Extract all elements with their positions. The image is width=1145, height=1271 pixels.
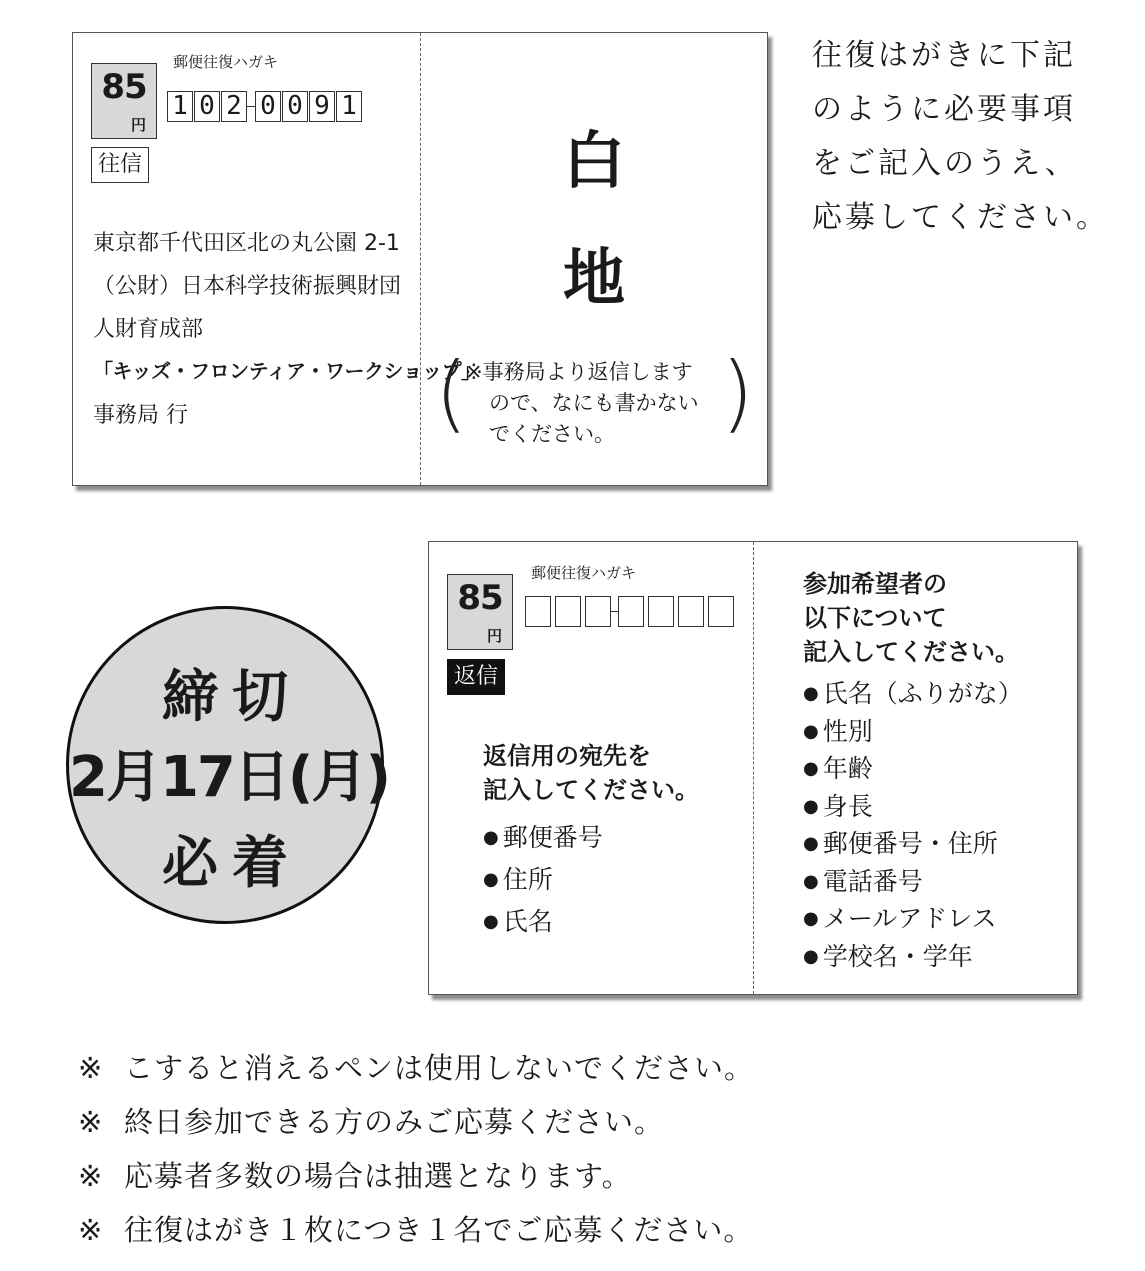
list-item: ● 年齢	[803, 749, 1023, 787]
note-mark: ※	[78, 1213, 104, 1247]
stamp-unit: 円	[486, 627, 502, 645]
heading-line: 以下について	[803, 604, 947, 632]
zip-digit: 9	[309, 91, 335, 122]
instruction-line: をご記入のうえ、	[812, 146, 1078, 181]
deadline-title: 締切	[162, 665, 302, 730]
instruction-line: 応募してください。	[812, 200, 1109, 235]
zip-box	[648, 596, 674, 627]
zip-box	[618, 596, 644, 627]
note-line: ので、なにも書かない	[489, 391, 699, 415]
zip-box	[708, 596, 734, 627]
note-line	[78, 1046, 754, 1100]
address-line: 「キッズ・フロンティア・ワークショップ」	[93, 359, 481, 383]
blank-area	[421, 33, 767, 485]
heading-line: 記入してください。	[483, 776, 699, 804]
open-paren: (	[435, 344, 468, 442]
reply-address-items	[483, 818, 603, 944]
instruction-line: 往復はがきに下記	[812, 38, 1076, 73]
deadline-badge	[66, 606, 390, 924]
postcard-fold-line	[753, 542, 754, 994]
stamp-unit: 円	[130, 116, 146, 134]
heading-line: 参加希望者の	[803, 570, 947, 598]
applicant-info-heading	[803, 564, 1019, 666]
list-item: ● 氏名（ふりがな）	[803, 674, 1023, 712]
note-mark: ※	[78, 1051, 104, 1085]
list-item: ● 学校名・学年	[803, 937, 1023, 975]
note-mark: ※	[78, 1159, 104, 1193]
stamp-value: 85	[101, 67, 147, 107]
stamp-value: 85	[457, 578, 503, 618]
postcard-type-label: 郵便往復ハガキ	[173, 53, 279, 71]
blank-char-1: 白	[562, 124, 625, 197]
list-item: ● 郵便番号・住所	[803, 824, 1023, 862]
instruction-line: のように必要事項	[812, 92, 1076, 127]
address-line: 人財育成部	[93, 317, 204, 342]
note-line	[78, 1154, 754, 1208]
heading-line: 返信用の宛先を	[483, 742, 651, 770]
blank-char-2: 地	[562, 241, 625, 314]
close-paren: )	[721, 344, 754, 442]
zip-box	[678, 596, 704, 627]
zip-digit: 0	[194, 91, 220, 122]
deadline-date: 2月17日(月)	[69, 745, 390, 810]
zip-digit: 0	[282, 91, 308, 122]
postcard-type-label: 郵便往復ハガキ	[531, 564, 637, 582]
list-item: ● 氏名	[483, 902, 603, 944]
zip-code-boxes-empty	[525, 596, 737, 627]
list-item: ● 性別	[803, 712, 1023, 750]
list-item: ● メールアドレス	[803, 899, 1023, 937]
zip-digit: 0	[255, 91, 281, 122]
note-line: でください。	[489, 422, 615, 446]
note-text: 応募者多数の場合は抽選となります。	[124, 1159, 632, 1193]
zip-code-boxes	[167, 91, 379, 122]
deadline-arrival: 必着	[162, 831, 302, 896]
zip-digit: 1	[167, 91, 193, 122]
note-line: ※事務局より返信します	[465, 360, 693, 384]
note-mark: ※	[78, 1105, 104, 1139]
instructions	[812, 30, 1109, 246]
list-item: ● 電話番号	[803, 862, 1023, 900]
list-item: ● 郵便番号	[483, 818, 603, 860]
note-text: こすると消えるペンは使用しないでください。	[124, 1051, 755, 1085]
zip-digit: 1	[336, 91, 362, 122]
address-line: （公財）日本科学技術振興財団	[93, 274, 402, 299]
blank-note	[465, 356, 699, 449]
postcard-send	[72, 32, 768, 486]
note-line	[78, 1208, 754, 1262]
zip-box	[555, 596, 581, 627]
note-text: 往復はがき１枚につき１名でご応募ください。	[124, 1213, 754, 1247]
zip-box	[525, 596, 551, 627]
address-line: 東京都千代田区北の丸公園 2-1	[93, 231, 400, 256]
side-label-reply: 返信	[447, 659, 505, 695]
zip-box	[585, 596, 611, 627]
zip-digit: 2	[221, 91, 247, 122]
list-item: ● 住所	[483, 860, 603, 902]
postcard-reply	[428, 541, 1078, 995]
list-item: ● 身長	[803, 787, 1023, 825]
heading-line: 記入してください。	[803, 638, 1019, 666]
application-notes	[78, 1046, 754, 1262]
address-line: 事務局 行	[93, 403, 188, 428]
note-text: 終日参加できる方のみご応募ください。	[124, 1105, 665, 1139]
applicant-info-items	[803, 674, 1023, 974]
zip-separator	[247, 106, 255, 107]
side-label-send: 往信	[91, 147, 149, 183]
postage-stamp	[91, 63, 157, 139]
note-line	[78, 1100, 754, 1154]
reply-address-heading	[483, 736, 699, 804]
postage-stamp	[447, 574, 513, 650]
